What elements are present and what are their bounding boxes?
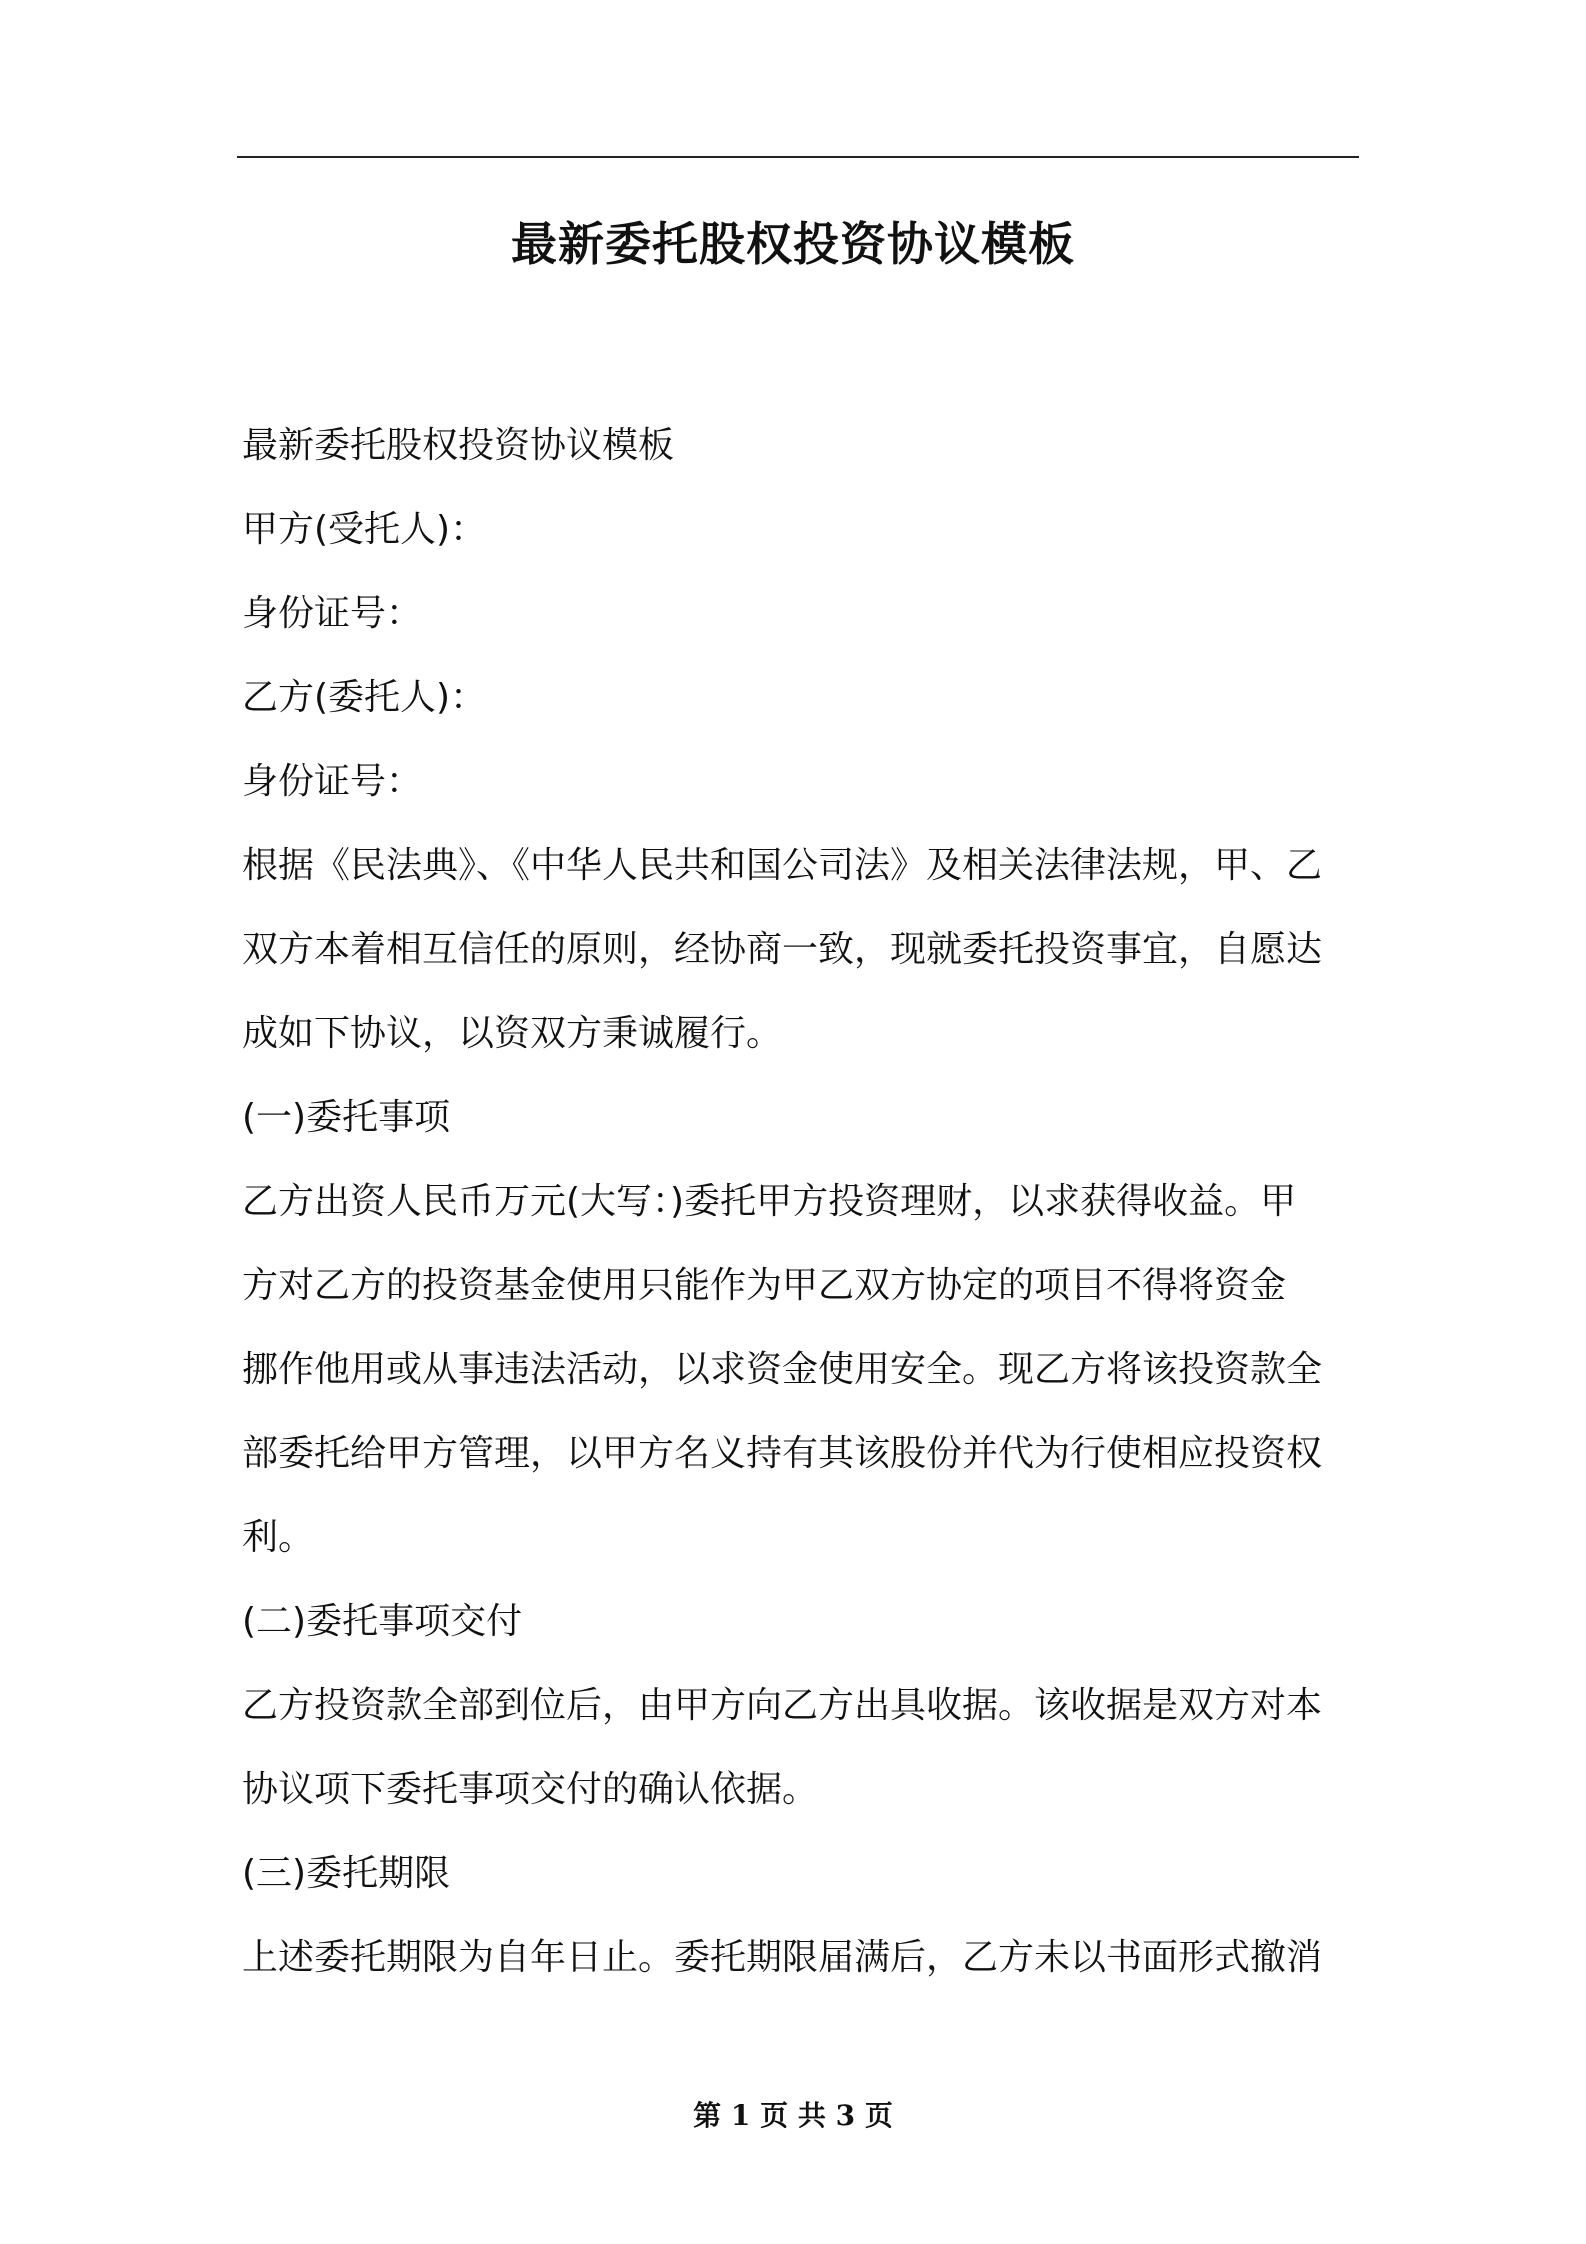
body-line: 身份证号： <box>242 761 423 802</box>
body-line: 部委托给甲方管理，以甲方名义持有其该股份并代为行使相应投资权 <box>242 1433 1323 1474</box>
document-body <box>242 404 1360 2000</box>
body-line: 成如下协议，以资双方秉诚履行。 <box>242 1013 783 1054</box>
page-number: 第 1 页 共 3 页 <box>693 2099 893 2132</box>
body-line: 身份证号： <box>242 593 423 634</box>
body-line: 最新委托股权投资协议模板 <box>242 425 675 466</box>
body-line: 乙方出资人民币万元(大写：)委托甲方投资理财，以求获得收益。甲 <box>242 1181 1297 1222</box>
page-footer <box>0 2096 1586 2136</box>
body-line: 挪作他用或从事违法活动，以求资金使用安全。现乙方将该投资款全 <box>242 1349 1323 1390</box>
header-rule <box>237 156 1359 158</box>
body-line: 上述委托期限为自年日止。委托期限届满后，乙方未以书面形式撤消 <box>242 1937 1323 1978</box>
section-heading: (三)委托期限 <box>242 1853 451 1894</box>
body-line: 协议项下委托事项交付的确认依据。 <box>242 1769 819 1810</box>
document-title: 最新委托股权投资协议模板 <box>511 217 1075 271</box>
body-line: 根据《民法典》、《中华人民共和国公司法》及相关法律法规，甲、乙 <box>242 845 1323 886</box>
section-heading: (一)委托事项 <box>242 1097 451 1138</box>
body-line: 利。 <box>242 1517 315 1558</box>
section-heading: (二)委托事项交付 <box>242 1601 523 1642</box>
body-line: 双方本着相互信任的原则，经协商一致，现就委托投资事宜，自愿达 <box>242 929 1323 970</box>
body-line: 乙方投资款全部到位后，由甲方向乙方出具收据。该收据是双方对本 <box>242 1685 1323 1726</box>
body-line: 甲方(受托人)： <box>242 509 487 550</box>
body-line: 方对乙方的投资基金使用只能作为甲乙双方协定的项目不得将资金 <box>242 1265 1287 1306</box>
body-line: 乙方(委托人)： <box>242 677 487 718</box>
